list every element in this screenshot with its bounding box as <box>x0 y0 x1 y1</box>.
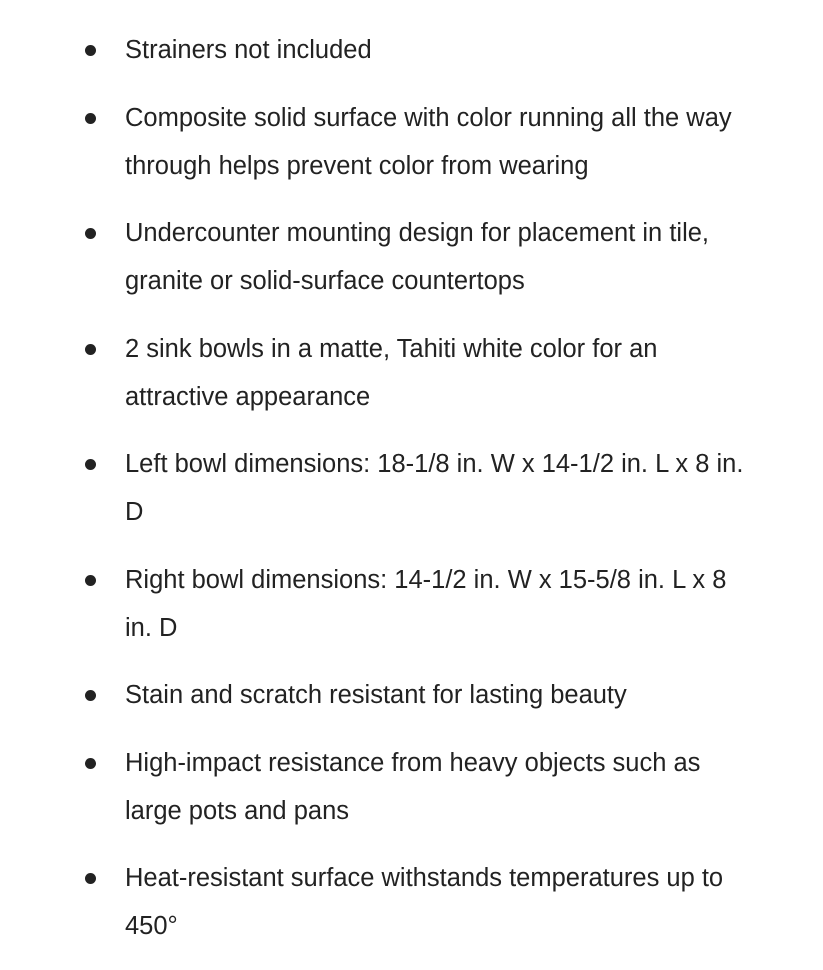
feature-text: Right bowl dimensions: 14-1/2 in. W x 15-5/8 in. L x 8 in. D <box>125 565 727 642</box>
feature-text: Left bowl dimensions: 18-1/8 in. W x 14-1/2 in. L x 8 in. D <box>125 450 744 526</box>
bullet-icon <box>85 459 96 470</box>
feature-item <box>0 556 823 652</box>
bullet-icon <box>85 690 96 701</box>
feature-text: Stain and scratch resistant for lasting beauty <box>125 681 627 709</box>
feature-item <box>0 26 823 74</box>
feature-item <box>0 325 823 421</box>
feature-item <box>0 440 823 536</box>
feature-item <box>0 209 823 305</box>
feature-item <box>0 739 823 835</box>
feature-text: High-impact resistance from heavy objects such as large pots and pans <box>125 748 701 825</box>
feature-text: Undercounter mounting design for placement in tile, granite or solid-surface countertops <box>125 219 709 295</box>
bullet-icon <box>85 228 96 239</box>
bullet-icon <box>85 758 96 769</box>
feature-text: Heat-resistant surface withstands temperatures up to 450° <box>125 864 724 940</box>
feature-item <box>0 94 823 190</box>
bullet-icon <box>85 575 96 586</box>
bullet-icon <box>85 873 96 884</box>
feature-text: 2 sink bowls in a matte, Tahiti white color for an attractive appearance <box>125 334 658 411</box>
feature-item <box>0 854 823 950</box>
feature-text: Strainers not included <box>125 36 372 64</box>
bullet-icon <box>85 45 96 56</box>
bullet-icon <box>85 344 96 355</box>
feature-item <box>0 671 823 719</box>
bullet-icon <box>85 113 96 124</box>
product-features-list <box>0 26 823 970</box>
feature-text: Composite solid surface with color running all the way through helps prevent color from wearing <box>125 103 732 180</box>
